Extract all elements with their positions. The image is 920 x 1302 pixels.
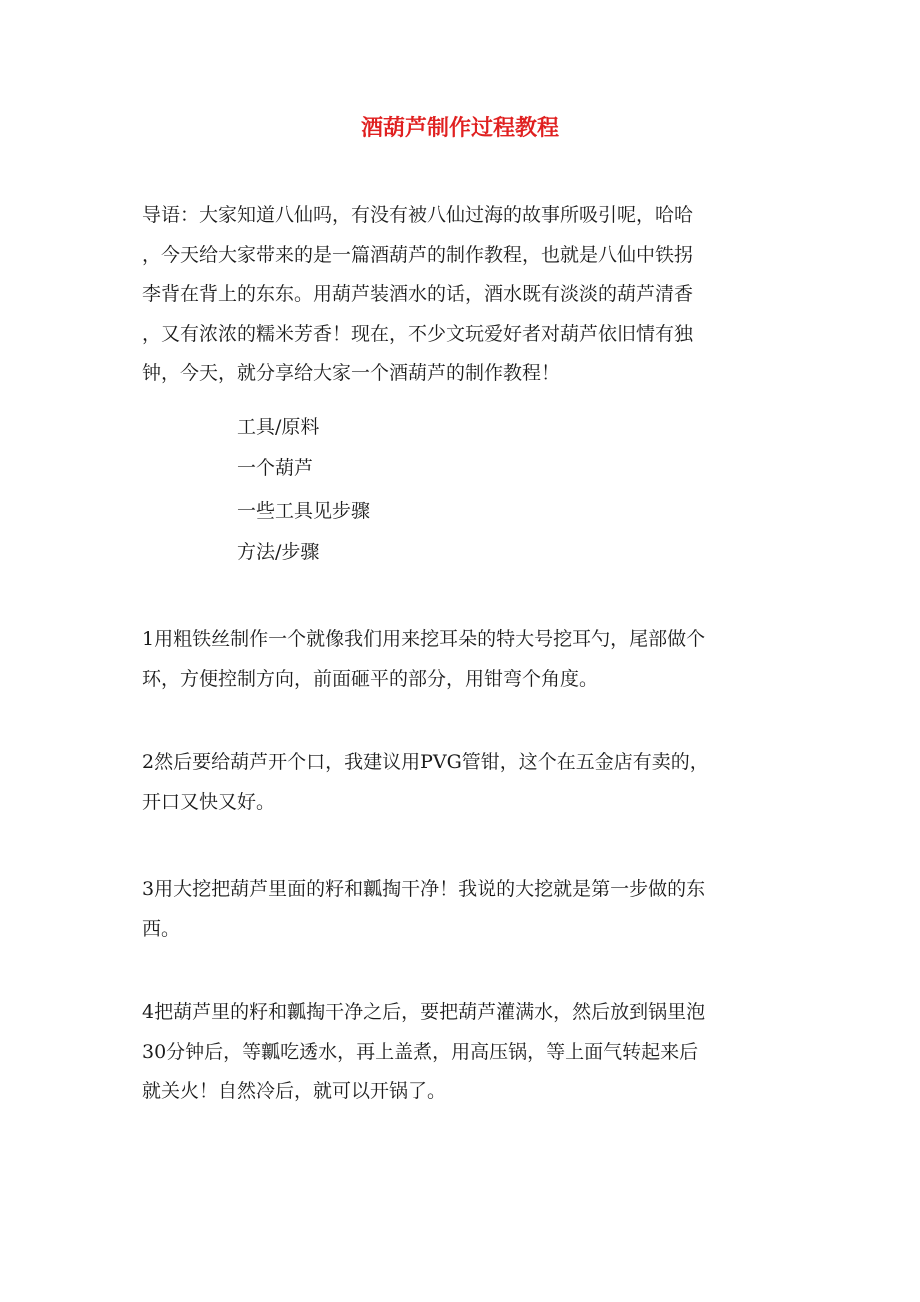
material-item-gourd: 一个葫芦 xyxy=(237,457,314,479)
material-item-tools: 一些工具见步骤 xyxy=(237,500,371,522)
document-title: 酒葫芦制作过程教程 xyxy=(360,115,559,141)
step-paragraph-1: 1用粗铁丝制作一个就像我们用来挖耳朵的特大号挖耳勺，尾部做个 环，方便控制方向，前面砸平的部分，用钳弯个角度。 xyxy=(142,628,706,690)
intro-paragraph: 导语：大家知道八仙吗，有没有被八仙过海的故事所吸引呢，哈哈 ，今天给大家带来的是一篇酒葫芦的制作教程，也就是八仙中铁拐 李背在背上的东东。用葫芦装酒水的话，酒水既有淡淡的葫芦清香 ，又有浓浓的糯米芳香！现在，不少文玩爱好者对葫芦依旧情有独 钟，今天，就分享给大家一个酒葫芦的制作教程！ xyxy=(142,204,694,384)
subheading-method-steps: 方法/步骤 xyxy=(237,541,320,563)
step-paragraph-4: 4把葫芦里的籽和瓤掏干净之后，要把葫芦灌满水，然后放到锅里泡 30分钟后，等瓤吃透水，再上盖煮，用高压锅，等上面气转起来后 就关火！自然冷后，就可以开锅了。 xyxy=(142,1001,706,1102)
step-paragraph-3: 3用大挖把葫芦里面的籽和瓤掏干净！我说的大挖就是第一步做的东 西。 xyxy=(142,878,706,940)
subheading-tools-materials: 工具/原料 xyxy=(237,416,320,438)
step-paragraph-2: 2然后要给葫芦开个口，我建议用PVG管钳，这个在五金店有卖的， 开口又快又好。 xyxy=(142,751,709,813)
